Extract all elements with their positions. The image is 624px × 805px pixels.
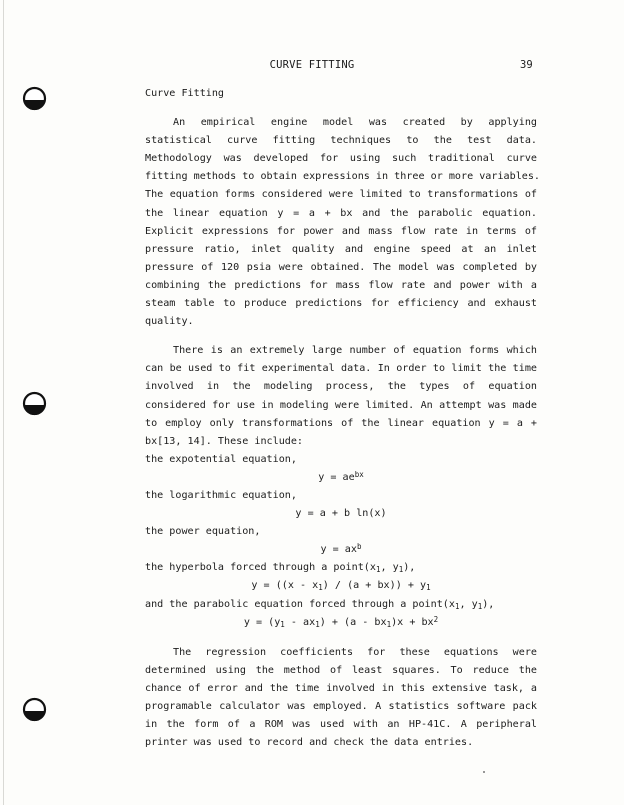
subscript: 1 [280, 619, 285, 629]
equation-label-power: the power equation, [145, 526, 261, 538]
equation-superscript: b [356, 542, 362, 552]
equation-label-logarithmic: the logarithmic equation, [145, 489, 297, 501]
text-line: fitting methods to obtain expressions in three or more variables. [145, 171, 541, 183]
text-line: combining the predictions for mass flow rate and power with a [145, 279, 537, 291]
paragraph-2 [145, 342, 537, 632]
page-number: 39 [520, 59, 533, 71]
paragraph-1 [145, 114, 541, 331]
subscript: 1 [386, 619, 392, 629]
equation-text: )x + bx [391, 616, 434, 628]
subscript: 1 [454, 601, 460, 611]
equation-hyperbola [145, 577, 537, 595]
text-line: statistical curve fitting techniques to the test data. [145, 135, 537, 147]
text-line: An empirical engine model was created by applying [173, 117, 537, 129]
text-line: printer was used to record and check the data entries. [145, 737, 474, 749]
label-text: , y [380, 562, 399, 574]
text-line: pressure ratio, inlet quality and engine speed at an inlet [145, 243, 537, 255]
label-text: ), [403, 562, 416, 574]
equation-expotential [145, 469, 537, 487]
equation-text: ) + (a - bx [319, 616, 387, 628]
equation-superscript: bx [354, 469, 364, 479]
text-line: chance of error and the time involved in this extensive task, a [145, 682, 537, 694]
text-line: The equation forms considered were limited to transformations of [145, 189, 537, 201]
text-line: quality. [145, 316, 194, 328]
body-text [145, 85, 541, 752]
text-line: Explicit expressions for power and mass flow rate in terms of [145, 225, 537, 237]
subscript: 1 [477, 601, 483, 611]
text-line: can be used to fit experimental data. In order to limit the time [145, 363, 537, 375]
text-line: the linear equation y = a + bx and the parabolic equation. [145, 207, 537, 219]
subscript: 1 [426, 583, 431, 593]
subscript: 1 [398, 565, 404, 575]
subscript: 1 [318, 583, 323, 593]
subscript: 1 [315, 619, 320, 629]
equation-text: y = ((x - x [251, 580, 319, 592]
text-line: involved in the modeling process, the types of equation [145, 381, 537, 393]
text-line: There is an extremely large number of equation forms which [173, 345, 537, 357]
binder-hole-icon [22, 391, 47, 416]
binder-hole-icon [22, 697, 47, 722]
text-line: programable calculator was employed. A statistics software pack [145, 701, 537, 712]
label-text: the hyperbola forced through a point(x [145, 562, 376, 574]
equation-label-hyperbola [145, 559, 537, 577]
equation-text: - ax [284, 616, 316, 628]
text-line: in the form of a ROM was used with an HP-41C. A peripheral [145, 719, 537, 731]
text-line: steam table to produce predictions for efficiency and exhaust [145, 298, 537, 310]
text-line: determined using the method of least squares. To reduce the [145, 664, 537, 676]
label-text: and the parabolic equation forced through a point(x [145, 598, 455, 610]
text-line: considered for use in modeling were limited. An attempt was made [145, 399, 537, 411]
equation-text: y = (y [243, 616, 281, 628]
page-edge [3, 0, 4, 805]
label-text: ), [482, 598, 495, 610]
label-text: , y [459, 598, 478, 610]
equation-parabolic [145, 614, 537, 632]
section-heading: Curve Fitting [145, 88, 225, 99]
text-line: bx[13, 14]. These include: [145, 435, 304, 447]
equation-logarithmic: y = a + b ln(x) [295, 508, 387, 520]
text-line: Methodology was developed for using such traditional curve [145, 153, 537, 165]
equation-text: ) / (a + bx)) + y [322, 580, 427, 592]
equation-power [145, 541, 537, 559]
running-header-title: CURVE FITTING [269, 59, 355, 71]
equation-label-expotential: the expotential equation, [145, 453, 297, 465]
binder-hole-icon [22, 86, 47, 111]
equation-text: y = ax [320, 544, 357, 556]
equation-label-parabolic [145, 596, 537, 614]
paragraph-3 [145, 644, 537, 753]
equation-superscript: 2 [433, 614, 439, 624]
subscript: 1 [375, 565, 381, 575]
text-line: pressure of 120 psia were obtained. The model was completed by [145, 261, 537, 273]
equation-text: y = ae [318, 471, 355, 483]
scan-speck [483, 771, 485, 773]
text-line: The regression coefficients for these equations were [173, 646, 537, 658]
text-line: to employ only transformations of the linear equation y = a + [145, 417, 537, 429]
